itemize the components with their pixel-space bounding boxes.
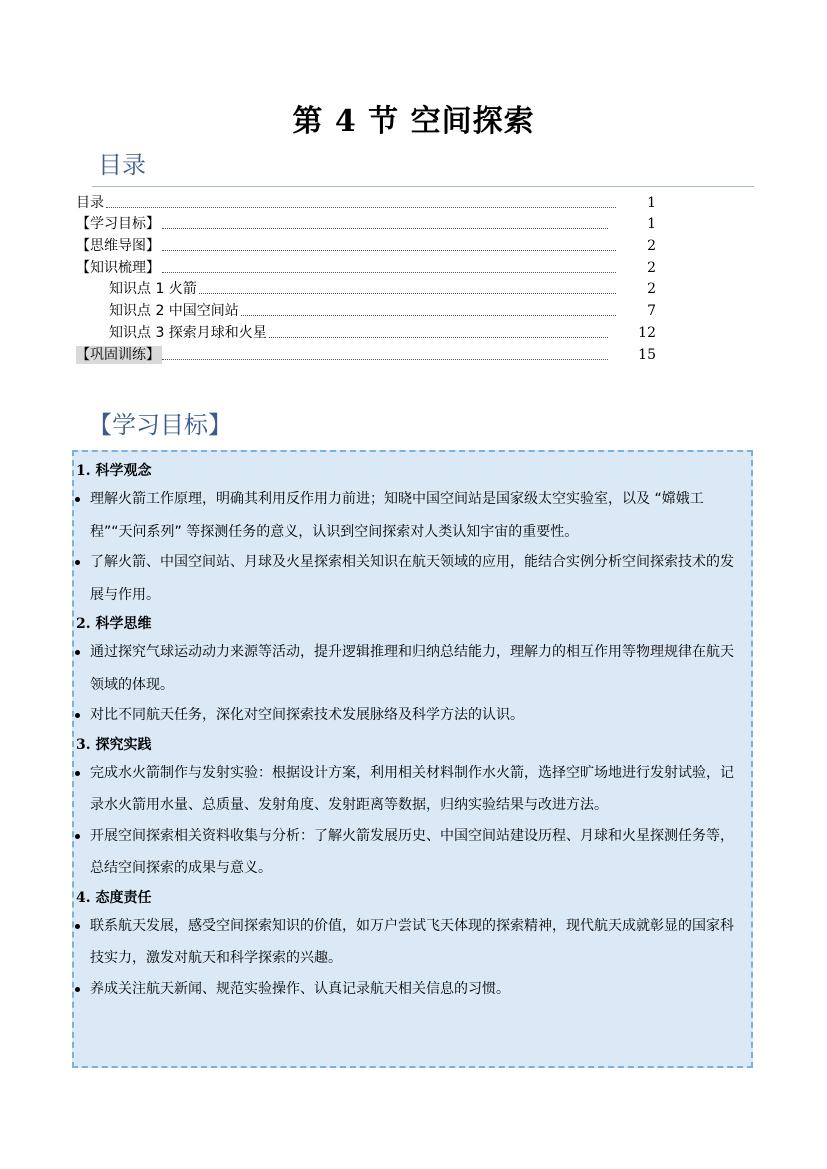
goal-item (74, 757, 751, 822)
toc-entry[interactable] (76, 190, 656, 212)
toc-entry-page: 1 (647, 216, 656, 233)
goal-item (74, 910, 751, 975)
toc-entry-page: 12 (638, 324, 656, 341)
toc-heading: 目录 (98, 151, 146, 179)
bullet-icon (75, 987, 80, 992)
toc-entry[interactable] (76, 298, 656, 320)
toc-entry[interactable] (76, 255, 656, 277)
toc-entry[interactable] (76, 212, 656, 234)
toc-entry-page: 7 (647, 303, 656, 320)
toc-leader (162, 228, 608, 229)
learning-goals-content (74, 458, 751, 1007)
toc-entry[interactable] (76, 342, 656, 364)
toc-entry-page: 1 (647, 194, 656, 211)
goal-item-text: 开展空间探索相关资料收集与分析：了解火箭发展历史、中国空间站建设历程、月球和火星探测任务等，总结空间探索的成果与意义。 (90, 827, 734, 876)
bullet-icon (75, 924, 80, 929)
toc-leader (241, 315, 616, 316)
toc-leader (162, 250, 616, 251)
goal-item (74, 973, 751, 1006)
goal-section-label: 探究实践 (95, 736, 152, 753)
table-of-contents (76, 190, 656, 364)
goal-item-text: 理解火箭工作原理，明确其利用反作用力前进；知晓中国空间站是国家级太空实验室，以及 “嫦娥工程”“天问系列” 等探测任务的意义，认识到空间探索对人类认知宇宙的重要性。 (90, 491, 704, 540)
toc-entry[interactable] (76, 277, 656, 299)
goal-section-number: 2. (76, 616, 91, 632)
bullet-icon (75, 834, 80, 839)
goal-item (74, 483, 751, 548)
goal-section-label: 科学思维 (95, 616, 152, 632)
toc-entry[interactable] (76, 233, 656, 255)
goal-item-text: 了解火箭、中国空间站、月球及火星探索相关知识在航天领域的应用，能结合实例分析空间探索技术的发展与作用。 (90, 554, 734, 603)
goal-item-text: 养成关注航天新闻、规范实验操作、认真记录航天相关信息的习惯。 (90, 980, 510, 997)
toc-leader (106, 207, 616, 208)
goal-item (74, 699, 751, 732)
bullet-icon (75, 497, 80, 502)
toc-entry-page: 2 (647, 259, 656, 276)
toc-leader (199, 293, 616, 294)
goal-section-title (74, 735, 751, 755)
toc-entry-label: 【知识梳理】 (76, 259, 160, 276)
page-title: 第 4 节 空间探索 (292, 104, 535, 139)
goal-section-title (74, 888, 751, 908)
goal-section-label: 态度责任 (95, 889, 152, 906)
goal-item (74, 636, 751, 701)
goal-item (74, 546, 751, 611)
toc-entry-label: 【巩固训练】 (76, 346, 160, 363)
toc-entry-page: 15 (638, 346, 656, 363)
goal-section-title (74, 461, 751, 481)
goal-section-number: 1. (76, 463, 91, 479)
goal-item-text: 通过探究气球运动动力来源等活动，提升逻辑推理和归纳总结能力，理解力的相互作用等物理规律在航天领域的体现。 (90, 644, 734, 693)
goal-item (74, 820, 751, 885)
goal-section-title (74, 614, 751, 634)
goal-section-label: 科学观念 (95, 463, 152, 479)
toc-entry-label: 【学习目标】 (76, 216, 160, 233)
toc-entry-label: 知识点 2 中国空间站 (109, 303, 239, 320)
toc-divider (92, 186, 754, 187)
toc-entry-label: 知识点 1 火箭 (109, 281, 197, 298)
learning-goals-heading: 【学习目标】 (88, 411, 232, 439)
toc-entry[interactable] (76, 320, 656, 342)
goal-item-text: 完成水火箭制作与发射实验：根据设计方案，利用相关材料制作水火箭，选择空旷场地进行发射试验，记录水火箭用水量、总质量、发射角度、发射距离等数据，归纳实验结果与改进方法。 (90, 764, 734, 813)
toc-entry-label: 目录 (76, 194, 104, 211)
bullet-icon (75, 560, 80, 565)
toc-entry-page: 2 (647, 238, 656, 255)
toc-entry-page: 2 (647, 281, 656, 298)
goal-item-text: 联系航天发展，感受空间探索知识的价值，如万户尝试飞天体现的探索精神，现代航天成就彰显的国家科技实力，激发对航天和科学探索的兴趣。 (90, 917, 734, 966)
bullet-icon (75, 771, 80, 776)
bullet-icon (75, 650, 80, 655)
learning-goals-box (72, 450, 753, 1068)
toc-leader (162, 272, 616, 273)
goal-section-number: 3. (76, 736, 91, 753)
goal-section-number: 4. (76, 889, 91, 906)
toc-entry-label: 知识点 3 探索月球和火星 (109, 324, 267, 341)
bullet-icon (75, 713, 80, 718)
toc-leader (269, 337, 608, 338)
goal-item-text: 对比不同航天任务，深化对空间探索技术发展脉络及科学方法的认识。 (90, 707, 524, 723)
toc-entry-label: 【思维导图】 (76, 238, 160, 255)
toc-leader (162, 359, 608, 360)
